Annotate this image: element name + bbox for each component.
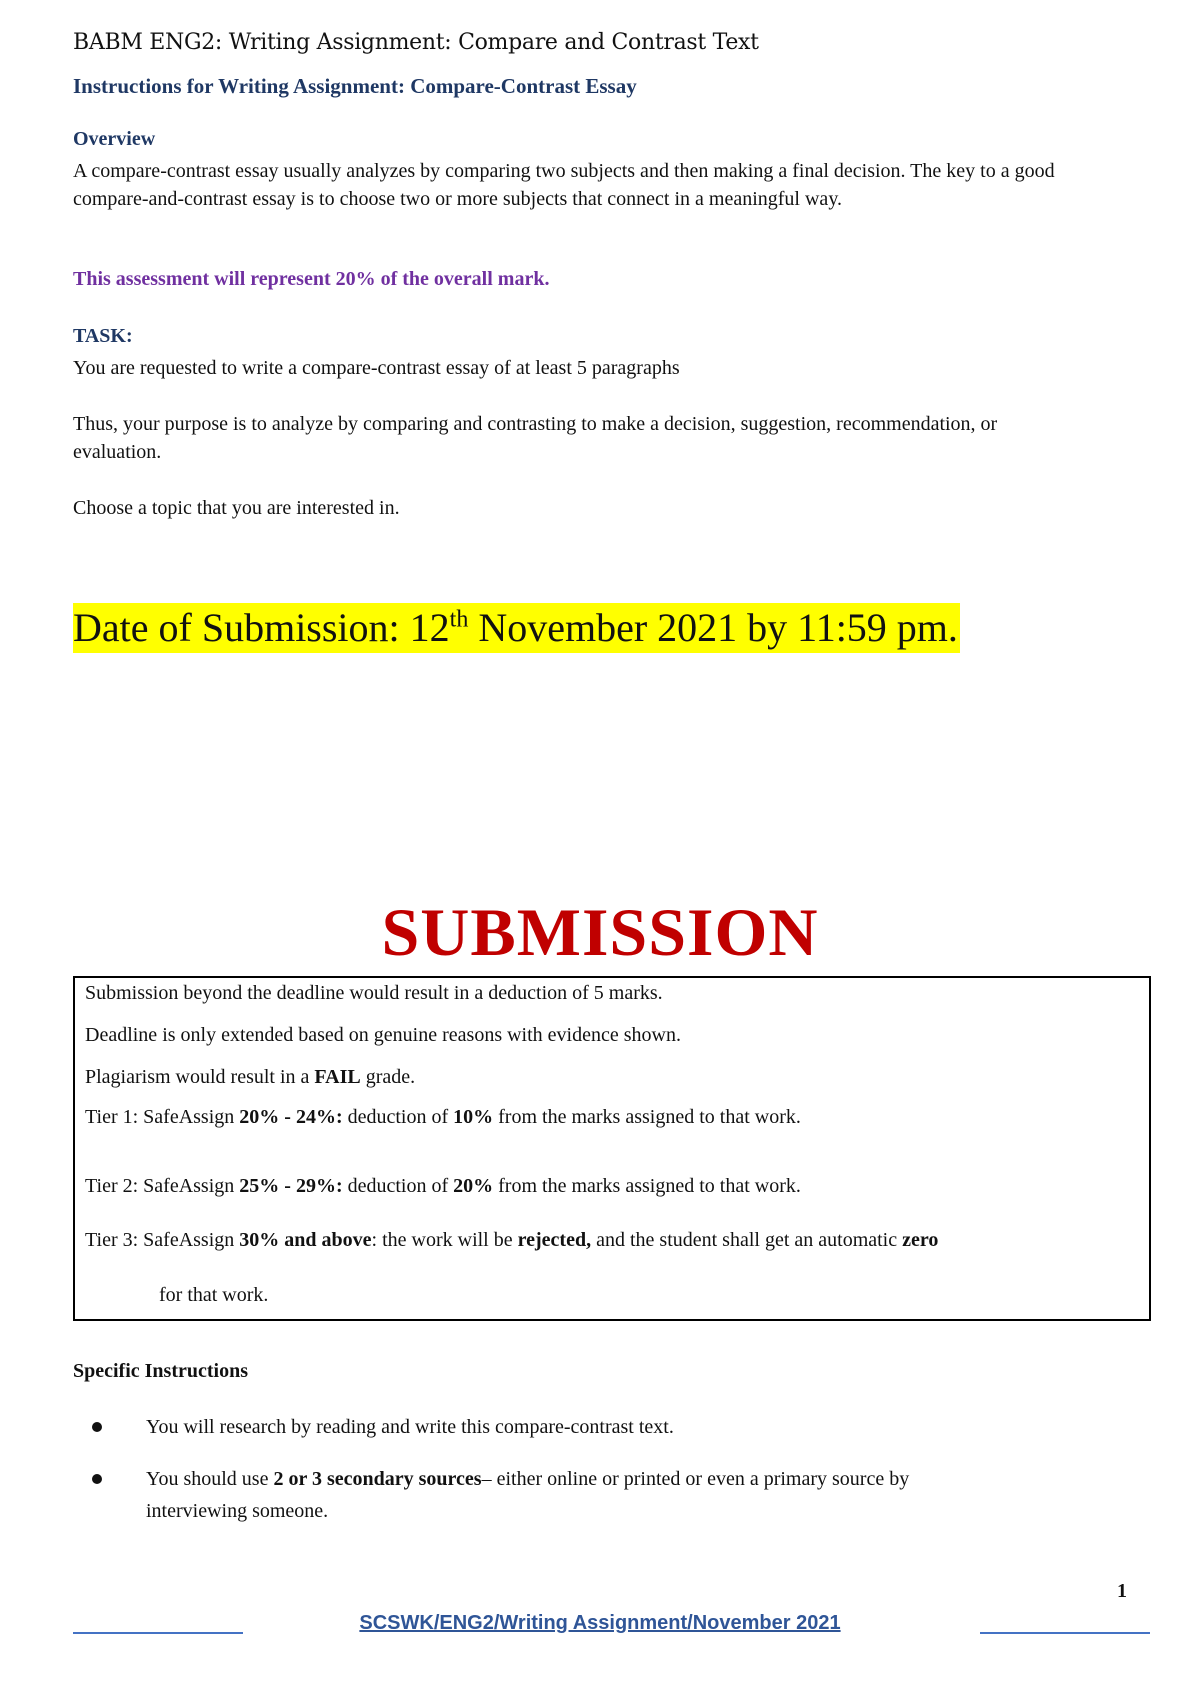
rule-tier-2 (85, 1175, 801, 1198)
tier-3-zero: zero (902, 1229, 939, 1251)
instructions-title: Instructions for Writing Assignment: Compare-Contrast Essay (73, 74, 637, 98)
date-suffix: November 2021 by 11:59 pm. (468, 605, 958, 650)
specific-instructions-heading: Specific Instructions (73, 1360, 248, 1382)
tier-3-rejected: rejected, (517, 1229, 592, 1251)
submission-heading: SUBMISSION (381, 894, 819, 970)
instruction-sources-count: 2 or 3 secondary sources (273, 1468, 482, 1490)
task-text: You are requested to write a compare-contrast essay of at least 5 paragraphs (73, 357, 680, 379)
footer-text: SCSWK/ENG2/Writing Assignment/November 2021 (359, 1612, 841, 1634)
submission-rules-box (73, 976, 1151, 1321)
instruction-sources (146, 1463, 909, 1495)
rule-extension: Deadline is only extended based on genuine reasons with evidence shown. (85, 1024, 681, 1046)
submission-date (73, 603, 960, 653)
bullet-icon (92, 1422, 102, 1432)
rule-fail-text: FAIL (314, 1066, 361, 1088)
topic-text: Choose a topic that you are interested in. (73, 497, 400, 519)
bullet-icon (92, 1474, 102, 1484)
tier-2-range: 25% - 29%: (239, 1175, 343, 1197)
date-superscript: th (449, 606, 469, 633)
tier-1-deduction: 10% (453, 1106, 494, 1128)
tier-3-text: : the work will be (371, 1229, 518, 1251)
tier-1-label: Tier 1: SafeAssign (85, 1106, 240, 1128)
instruction-research: You will research by reading and write this compare-contrast text. (146, 1416, 674, 1438)
instruction-sources-text: You should use (146, 1468, 274, 1490)
task-heading: TASK: (73, 325, 133, 347)
tier-2-deduction: 20% (453, 1175, 494, 1197)
tier-1-range: 20% - 24%: (239, 1106, 343, 1128)
tier-1-text: deduction of (342, 1106, 454, 1128)
date-prefix: Date of Submission: 12 (73, 605, 450, 650)
overview-heading: Overview (73, 128, 156, 150)
assessment-note: This assessment will represent 20% of the overall mark. (73, 268, 550, 290)
tier-2-text: deduction of (342, 1175, 454, 1197)
document-header: BABM ENG2: Writing Assignment: Compare and Contrast Text (73, 30, 759, 55)
rule-tier-3-continued: for that work. (159, 1284, 269, 1306)
tier-1-tail: from the marks assigned to that work. (493, 1106, 801, 1128)
instruction-sources-tail: – either online or printed or even a primary source by (481, 1468, 910, 1490)
tier-3-range: 30% and above (239, 1229, 372, 1251)
tier-3-label: Tier 3: SafeAssign (85, 1229, 240, 1251)
instruction-sources-continued: interviewing someone. (146, 1500, 329, 1522)
footer-rule-right (980, 1632, 1150, 1634)
tier-3-text-2: and the student shall get an automatic (591, 1229, 903, 1251)
page-number: 1 (1117, 1580, 1127, 1602)
purpose-text: Thus, your purpose is to analyze by comparing and contrasting to make a decision, suggestion, recommendation, or evaluation. (73, 413, 998, 463)
tier-2-label: Tier 2: SafeAssign (85, 1175, 240, 1197)
rule-plagiarism-text: Plagiarism would result in a (85, 1066, 315, 1088)
rule-grade-text: grade. (360, 1066, 416, 1088)
rule-late-deduction: Submission beyond the deadline would result in a deduction of 5 marks. (85, 982, 663, 1004)
rule-tier-3 (85, 1229, 938, 1252)
overview-text: A compare-contrast essay usually analyzes by comparing two subjects and then making a final decision. The key to a good compare-and-contrast essay is to choose two or more subjects that connect in a meaningful way. (73, 160, 1055, 210)
rule-tier-1 (85, 1106, 801, 1129)
tier-2-tail: from the marks assigned to that work. (493, 1175, 801, 1197)
rule-plagiarism (85, 1066, 415, 1089)
